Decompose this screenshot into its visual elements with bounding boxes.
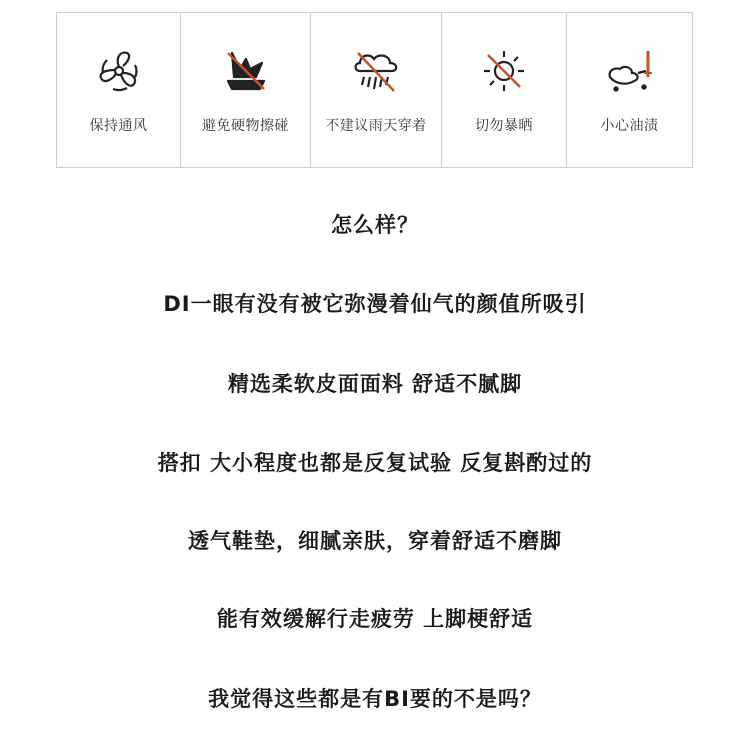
no-sun-icon — [476, 47, 532, 95]
no-hard-object-icon — [218, 47, 274, 95]
care-label-no-sun: 切勿暴晒 — [475, 118, 533, 134]
description-line: 精选柔软皮面面料 舒适不腻脚 — [227, 372, 523, 396]
description-line: 搭扣 大小程度也都是反复试验 反复斟酌过的 — [157, 451, 593, 475]
care-cell-oil-stain — [567, 13, 692, 167]
care-cell-no-sun — [442, 13, 567, 167]
care-cell-avoid-hard-object — [181, 13, 311, 167]
description-line: 我觉得这些都是有BI要的不是吗？ — [208, 687, 542, 711]
description-line: 能有效缓解行走疲劳 上脚梗舒适 — [216, 607, 534, 631]
care-label-avoid-hard-object: 避免硬物擦碰 — [202, 118, 289, 134]
care-label-oil-stain: 小心油渍 — [600, 118, 659, 134]
care-label-no-rain: 不建议雨天穿着 — [325, 118, 427, 134]
description-line: DI一眼有没有被它弥漫着仙气的颜值所吸引 — [163, 292, 587, 316]
description-line: 透气鞋垫，细腻亲肤，穿着舒适不磨脚 — [188, 529, 562, 553]
no-rain-icon — [348, 47, 404, 95]
care-cell-no-rain — [311, 13, 442, 167]
care-instructions-strip — [56, 12, 693, 168]
fan-icon — [91, 47, 147, 95]
care-label-ventilation: 保持通风 — [89, 118, 148, 134]
care-cell-ventilation — [57, 13, 181, 167]
description-line: 怎么样？ — [331, 213, 419, 237]
oil-stain-icon — [602, 47, 658, 95]
